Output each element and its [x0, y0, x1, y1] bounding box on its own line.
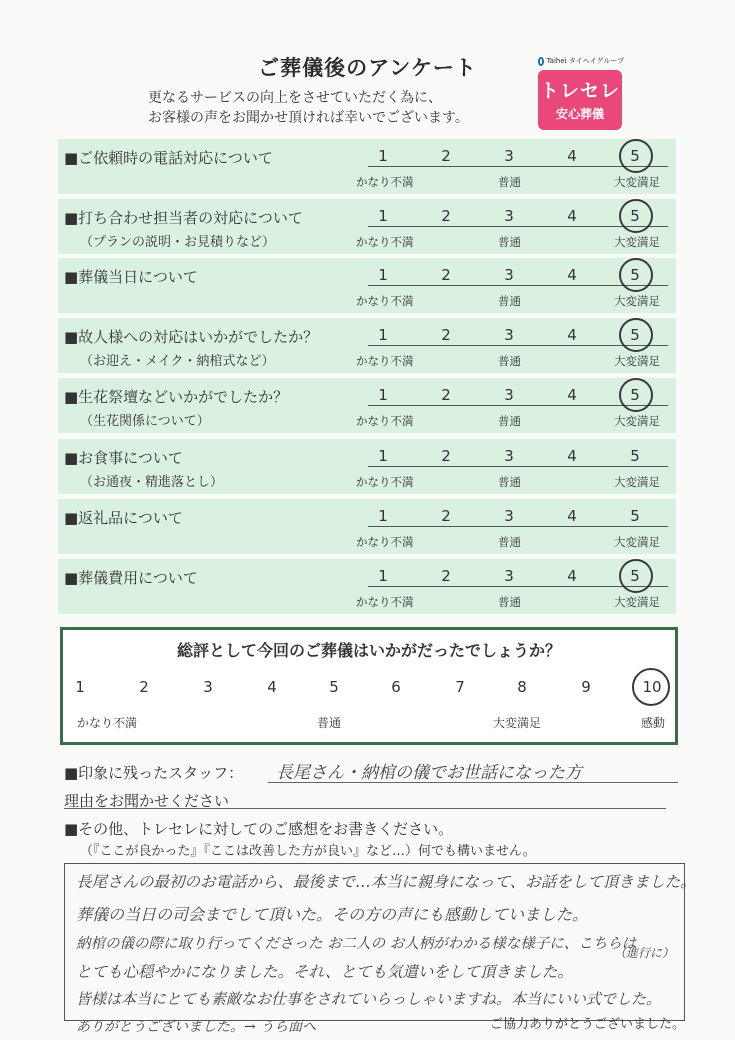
rating-option: 1	[378, 147, 388, 165]
answer-circle	[619, 318, 653, 352]
rating-option: 2	[441, 386, 451, 404]
question-row	[58, 499, 676, 554]
overall-question: 総評として今回のご葬儀はいかがだったでしょうか？	[176, 641, 561, 660]
question-title: ■葬儀当日について	[64, 268, 198, 286]
overall-label-high: 大変満足	[493, 716, 542, 730]
rating-option: 1	[378, 567, 388, 585]
staff-rule	[268, 782, 678, 783]
rating-option: 5	[630, 507, 640, 525]
scale-label-high: 大変満足	[614, 535, 660, 549]
scale-label-mid: 普通	[498, 294, 521, 308]
rating-option: 3	[504, 207, 514, 225]
reason-label: 理由をお聞かせください	[64, 792, 230, 810]
overall-option: 2	[139, 678, 149, 696]
scale-label-low: かなり不満	[356, 475, 414, 489]
intro-text	[148, 88, 469, 128]
rating-option: 2	[441, 567, 451, 585]
overall-option: 4	[267, 678, 277, 696]
overall-label-low: かなり不満	[77, 716, 138, 730]
rating-option: 2	[441, 207, 451, 225]
page-title: ご葬儀後のアンケート	[258, 56, 477, 80]
question-row	[58, 199, 676, 254]
rating-option: 3	[504, 567, 514, 585]
question-row	[58, 139, 676, 194]
question-title: ■葬儀費用について	[64, 569, 198, 587]
question-subtitle: （お迎え・メイク・納棺式など）	[80, 354, 275, 369]
rating-option: 4	[567, 326, 577, 344]
brand-name: トレセレ	[539, 80, 620, 102]
rating-option: 1	[378, 207, 388, 225]
scale-label-low: かなり不満	[356, 535, 414, 549]
rating-option: 4	[567, 507, 577, 525]
reason-rule	[64, 808, 666, 809]
rating-option: 3	[504, 326, 514, 344]
scale-label-high: 大変満足	[614, 235, 660, 249]
group-name: Taihei タイヘイグループ	[546, 57, 624, 65]
question-subtitle: （プランの説明・お見積りなど）	[80, 235, 276, 250]
rating-option: 5	[630, 207, 640, 225]
staff-label: ■印象に残ったスタッフ：	[64, 764, 244, 782]
scale-label-high: 大変満足	[614, 354, 660, 368]
rating-option: 1	[378, 447, 388, 465]
rating-option: 5	[630, 147, 640, 165]
answer-circle	[619, 199, 653, 233]
rating-option: 3	[504, 147, 514, 165]
taihei-logo-icon	[538, 57, 544, 66]
rating-option: 5	[630, 567, 640, 585]
scale-label-mid: 普通	[498, 595, 521, 609]
rating-option: 5	[630, 266, 640, 284]
overall-option: 1	[75, 678, 85, 696]
rating-option: 2	[441, 507, 451, 525]
comment-line: とても心穏やかになりました。それ、とても気遣いをして頂きました。	[76, 963, 573, 981]
question-title: ■返礼品について	[64, 509, 183, 527]
answer-circle	[619, 258, 653, 292]
thanks-text: ご協力ありがとうございました。	[490, 1017, 686, 1032]
rating-option: 3	[504, 447, 514, 465]
brand-sub: 安心葬儀	[555, 107, 604, 121]
scale-rule	[368, 466, 668, 467]
staff-value: 長尾さん・納棺の儀でお世話になった方	[276, 763, 582, 783]
comment-line: 納棺の儀の際に取り行ってくださった お二人の お人柄がわかる様な様子に、こちらは	[76, 936, 637, 952]
rating-option: 4	[567, 147, 577, 165]
comments-label: ■その他、トレセレに対してのご感想をお書きください。	[64, 820, 454, 838]
rating-option: 4	[567, 447, 577, 465]
scale-label-high: 大変満足	[614, 294, 660, 308]
question-title: ■打ち合わせ担当者の対応について	[64, 209, 303, 227]
rating-scale	[368, 507, 668, 527]
rating-option: 5	[630, 447, 640, 465]
rating-option: 2	[441, 447, 451, 465]
rating-option: 4	[567, 567, 577, 585]
question-row	[58, 378, 676, 433]
question-title: ■故人様への対応はいかがでしたか？	[64, 328, 319, 346]
comment-line: 長尾さんの最初のお電話から、最後まで…本当に親身になって、お話をして頂きました。	[76, 873, 696, 891]
rating-option: 5	[630, 326, 640, 344]
rating-option: 4	[567, 386, 577, 404]
scale-label-low: かなり不満	[356, 175, 414, 189]
overall-rating-box	[60, 627, 678, 745]
scale-label-high: 大変満足	[614, 475, 660, 489]
scale-label-low: かなり不満	[356, 354, 414, 368]
group-label	[538, 56, 624, 66]
overall-option: 9	[581, 678, 591, 696]
question-title: ■生花祭壇などいかがでしたか？	[64, 388, 289, 406]
scale-label-high: 大変満足	[614, 175, 660, 189]
scale-label-mid: 普通	[498, 175, 521, 189]
scale-label-low: かなり不満	[356, 294, 414, 308]
rating-scale	[368, 447, 668, 467]
scale-label-mid: 普通	[498, 414, 521, 428]
overall-option: 5	[329, 678, 339, 696]
question-subtitle: （生花関係について）	[80, 414, 210, 429]
question-row	[58, 318, 676, 373]
rating-option: 3	[504, 507, 514, 525]
comment-line: ありがとうございました。→ うら面へ	[76, 1019, 317, 1035]
overall-option: 8	[517, 678, 527, 696]
question-title: ■お食事について	[64, 449, 183, 467]
rating-option: 4	[567, 266, 577, 284]
comment-insert: （進行に）	[614, 946, 675, 960]
overall-option: 6	[391, 678, 401, 696]
scale-label-low: かなり不満	[356, 235, 414, 249]
scale-label-low: かなり不満	[356, 414, 414, 428]
rating-option: 2	[441, 147, 451, 165]
scale-rule	[368, 526, 668, 527]
scale-label-mid: 普通	[498, 475, 521, 489]
rating-option: 1	[378, 266, 388, 284]
question-row	[58, 439, 676, 494]
rating-option: 4	[567, 207, 577, 225]
overall-label-mid: 普通	[317, 716, 342, 730]
question-row	[58, 559, 676, 614]
rating-option: 3	[504, 266, 514, 284]
scale-label-mid: 普通	[498, 235, 521, 249]
overall-label-top: 感動	[641, 716, 666, 730]
comment-line: 葬儀の当日の司会までして頂いた。その方の声にも感動していました。	[76, 905, 589, 924]
comments-sub: （『ここが良かった』『ここは改善した方が良い』など…）何でも構いません。	[80, 844, 536, 859]
overall-option: 7	[455, 678, 465, 696]
rating-option: 1	[378, 386, 388, 404]
rating-option: 1	[378, 326, 388, 344]
rating-option: 5	[630, 386, 640, 404]
scale-label-low: かなり不満	[356, 595, 414, 609]
brand-badge	[538, 70, 622, 130]
scale-label-high: 大変満足	[614, 595, 660, 609]
overall-answer-circle	[632, 668, 670, 706]
intro-line: お客様の声をお聞かせ頂ければ幸いでございます。	[148, 110, 469, 126]
question-subtitle: （お通夜・精進落とし）	[80, 475, 224, 490]
comment-line: 皆様は本当にとても素敵なお仕事をされていらっしゃいますね。本当にいい式でした。	[76, 990, 662, 1008]
scale-label-high: 大変満足	[614, 414, 660, 428]
answer-circle	[619, 378, 653, 412]
rating-option: 3	[504, 386, 514, 404]
question-row	[58, 258, 676, 313]
question-title: ■ご依頼時の電話対応について	[64, 149, 273, 167]
rating-option: 2	[441, 266, 451, 284]
intro-line: 更なるサービスの向上をさせていただく為に、	[148, 90, 442, 106]
scale-label-mid: 普通	[498, 535, 521, 549]
overall-option: 3	[203, 678, 213, 696]
rating-option: 2	[441, 326, 451, 344]
rating-option: 1	[378, 507, 388, 525]
brand-logo	[538, 56, 624, 132]
scale-label-mid: 普通	[498, 354, 521, 368]
answer-circle	[619, 559, 653, 593]
overall-option: 10	[642, 678, 662, 696]
answer-circle	[619, 139, 653, 173]
